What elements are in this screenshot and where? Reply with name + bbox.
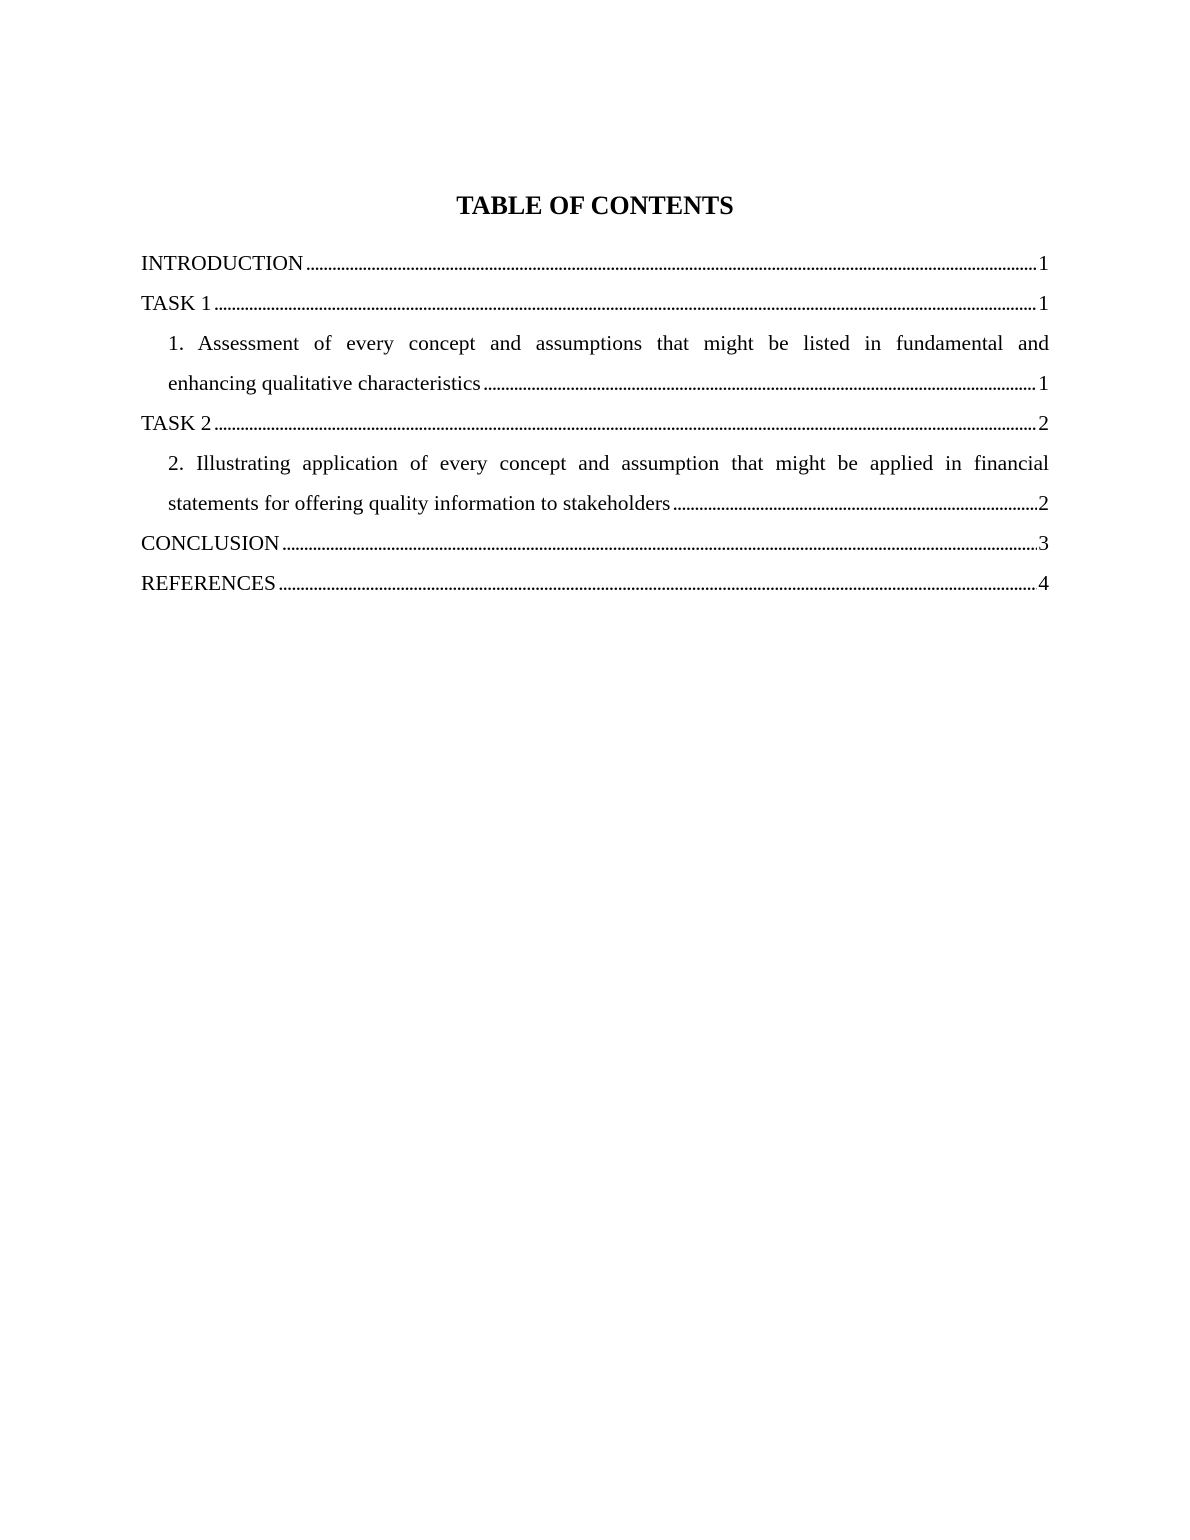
toc-entry-page: 1: [1037, 363, 1049, 403]
toc-entry-page: 4: [1037, 563, 1049, 603]
toc-title: TABLE OF CONTENTS: [456, 191, 734, 220]
toc-entry-page: 1: [1037, 283, 1049, 323]
toc-subentry-leader-row: [168, 483, 1049, 523]
toc-entry-page: 1: [1037, 243, 1049, 283]
toc-entry-task-1[interactable]: [141, 283, 1049, 323]
toc-subentry-line: 1. Assessment of every concept and assumptions that might be listed in fundamental and: [168, 331, 1049, 355]
toc-entry-introduction[interactable]: [141, 243, 1049, 283]
toc-entry-page: 2: [1037, 403, 1049, 443]
toc-subentry-line: 2. Illustrating application of every concept and assumption that might be applied in financial: [168, 451, 1049, 475]
toc-entry-label: enhancing qualitative characteristics . . .: [168, 371, 1049, 395]
toc-entry-label: statements for offering quality information to stakeholders . . .: [168, 491, 1049, 515]
toc-entry-label: REFERENCES . . .: [141, 571, 1049, 595]
toc-entry-page: 2: [1037, 483, 1049, 523]
toc-entry-label: CONCLUSION . . .: [141, 531, 1049, 555]
toc-entry-conclusion[interactable]: [141, 523, 1049, 563]
toc-entry-references[interactable]: [141, 563, 1049, 603]
toc-subentry-1[interactable]: [141, 323, 1049, 403]
toc-entry-task-2[interactable]: [141, 403, 1049, 443]
toc-subentry-leader-row: [168, 363, 1049, 403]
toc-entry-page: 3: [1037, 523, 1049, 563]
toc-subentry-2[interactable]: [141, 443, 1049, 523]
toc-entry-label: TASK 2 . . .: [141, 411, 1049, 435]
toc-entry-label: TASK 1 . . .: [141, 291, 1049, 315]
toc-entry-label: INTRODUCTION . . .: [141, 251, 1049, 275]
toc-list: [141, 243, 1049, 603]
